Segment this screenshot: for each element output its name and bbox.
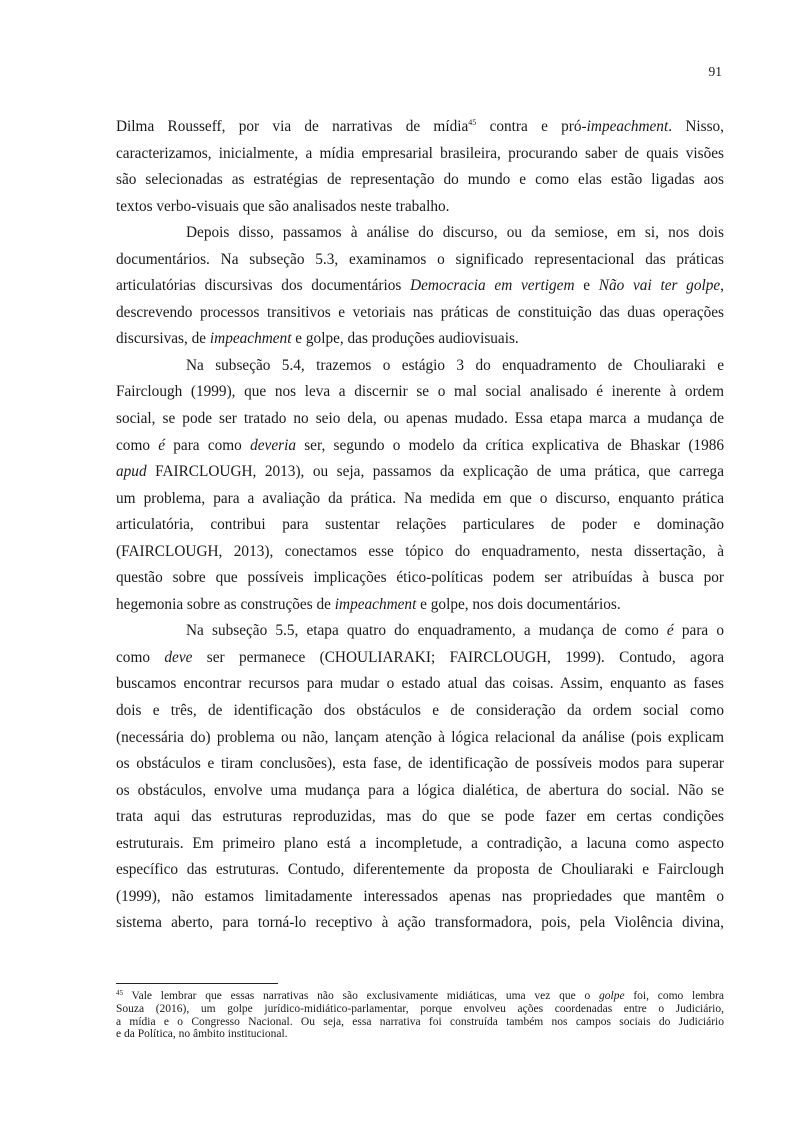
paragraph-4-line: estruturais. Em primeiro plano está a incompletude, a contradição, a lacuna como aspecto — [116, 834, 724, 852]
paragraph-4-line: buscamos encontrar recursos para mudar o estado atual das coisas. Assim, enquanto as fases — [116, 675, 724, 693]
paragraph-4-line: os obstáculos, envolve uma mudança para a lógica dialética, de abertura do social. Não se — [116, 781, 724, 799]
body-text — [116, 114, 724, 937]
page-number: 91 — [708, 64, 722, 79]
paragraph-3-line: Fairclough (1999), que nos leva a discernir se o mal social analisado é inerente à ordem — [116, 383, 724, 401]
footnote-line: $^{45}$ Vale lembrar que essas narrativas não são exclusivamente midiáticas, uma vez que o golpe foi, como lembra — [116, 990, 724, 1002]
paragraph-3-line: hegemonia sobre as construções de impeachment e golpe, nos dois documentários. — [116, 595, 621, 613]
paragraph-3-line: articulatória, contribui para sustentar relações particulares de poder e dominação — [116, 516, 724, 534]
paragraph-3-line: questão sobre que possíveis implicações ético-políticas podem ser atribuídas à busca por — [116, 569, 724, 587]
paragraph-4-line: os obstáculos e tiram conclusões), esta fase, de identificação de possíveis modos para superar — [116, 755, 724, 773]
paragraph-2-line: Depois disso, passamos à análise do discurso, ou da semiose, em si, nos dois — [186, 224, 724, 242]
footnote-ref[interactable]: 45 — [468, 118, 477, 127]
footnote-line: a mídia e o Congresso Nacional. Ou seja, essa narrativa foi construída também nos campos sociais do Judiciário — [116, 1015, 724, 1028]
paragraph-2-line: documentários. Na subseção 5.3, examinamos o significado representacional das práticas — [116, 250, 724, 268]
paragraph-3-line: (FAIRCLOUGH, 2013), conectamos esse tópico do enquadramento, nesta dissertação, à — [116, 542, 724, 560]
paragraph-3-line: um problema, para a avaliação da prática. Na medida em que o discurso, enquanto prática — [116, 489, 724, 507]
paragraph-4-line: (1999), não estamos limitadamente interessados apenas nas propriedades que mantêm o — [116, 887, 724, 905]
paragraph-4-line: sistema aberto, para torná-lo receptivo à ação transformadora, pois, pela Violência divina, — [116, 914, 724, 932]
footnote-line: Souza (2016), um golpe jurídico-midiático-parlamentar, porque envolveu ações coordenadas entre o Judiciário, — [116, 1002, 724, 1015]
paragraph-4-line: Na subseção 5.5, etapa quatro do enquadramento, a mudança de como é para o — [186, 622, 724, 640]
paragraph-3-line: social, se pode ser tratado no seio dela, ou apenas mudado. Essa etapa marca a mudança de — [116, 410, 724, 428]
paragraph-4-line: como deve ser permanece (CHOULIARAKI; FAIRCLOUGH, 1999). Contudo, agora — [116, 648, 724, 666]
paragraph-4-line: (necessária do) problema ou não, lançam atenção à lógica relacional da análise (pois explicam — [116, 728, 724, 746]
paragraph-3-line: Na subseção 5.4, trazemos o estágio 3 do enquadramento de Chouliaraki e — [186, 356, 724, 374]
paragraph-4-line: específico das estruturas. Contudo, diferentemente da proposta de Chouliaraki e Fairclough — [116, 861, 724, 879]
footnote-line: e da Política, no âmbito institucional. — [116, 1028, 288, 1041]
paragraph-3-line: como é para como deveria ser, segundo o modelo da crítica explicativa de Bhaskar (1986 — [116, 436, 724, 454]
paragraph-2-line: descrevendo processos transitivos e vetoriais nas práticas de constituição das duas operações — [116, 303, 724, 321]
paragraph-2-line: discursivas, de impeachment e golpe, das produções audiovisuais. — [116, 330, 519, 348]
paragraph-1-line: são selecionadas as estratégias de representação do mundo e como elas estão ligadas aos — [116, 171, 724, 189]
paragraph-4-line: trata aqui das estruturas reproduzidas, mas do que se pode fazer em certas condições — [116, 808, 724, 826]
paragraph-3-line: apud FAIRCLOUGH, 2013), ou seja, passamos da explicação de uma prática, que carrega — [116, 463, 724, 481]
paragraph-1-line: caracterizamos, inicialmente, a mídia empresarial brasileira, procurando saber de quais visões — [116, 144, 724, 162]
footnote-divider — [116, 983, 278, 984]
paragraph-1-line: Dilma Rousseff, por via de narrativas de mídia$^{45}$ contra e pró-impeachment. Nisso, — [116, 118, 724, 135]
footnote-marker: 45 — [116, 990, 123, 997]
footnote — [116, 990, 724, 1041]
paragraph-4-line: dois e três, de identificação dos obstáculos e de consideração da ordem social como — [116, 702, 724, 720]
paragraph-2-line: articulatórias discursivas dos documentários Democracia em vertigem e Não vai ter golpe, — [116, 277, 724, 295]
paragraph-1-line: textos verbo-visuais que são analisados neste trabalho. — [116, 197, 450, 215]
